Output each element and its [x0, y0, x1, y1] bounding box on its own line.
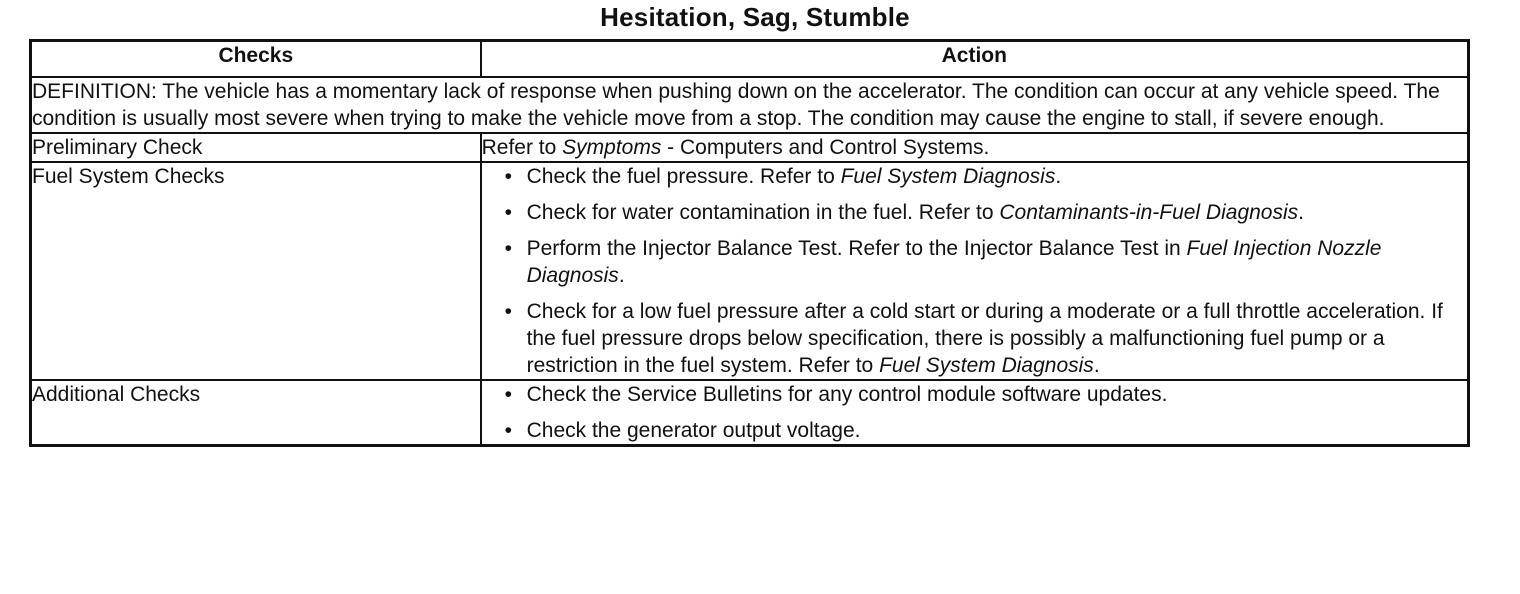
checks-column-header: Checks: [31, 41, 481, 78]
definition-row: [31, 77, 1469, 133]
bullet-icon: •: [504, 237, 512, 260]
bullet-icon: •: [504, 201, 512, 224]
action-cell: [481, 133, 1469, 162]
action-text: Check for a low fuel pressure after a cold start or during a moderate or a full throttle acceleration. If the fuel pressure drops below specification, there is possibly a malfunctioning fuel pump or a restriction in the fuel system. Refer to: [526, 300, 1443, 377]
table-row: [31, 162, 1469, 380]
action-text: Check for water contamination in the fuel. Refer to: [526, 201, 1000, 224]
reference-link-text: Fuel Injection Nozzle Diagnosis: [526, 237, 1382, 287]
bullet-icon: •: [504, 165, 512, 188]
action-list: [482, 381, 1467, 444]
table-row: [31, 380, 1469, 446]
action-list: [482, 163, 1467, 379]
action-text: Check the fuel pressure. Refer to: [526, 165, 841, 188]
action-text: Check the generator output voltage.: [526, 419, 861, 442]
list-item: [482, 235, 1467, 289]
table-row: [31, 133, 1469, 162]
reference-link-text: Fuel System Diagnosis: [879, 354, 1094, 377]
reference-link-text: Symptoms: [562, 136, 662, 159]
action-cell: [481, 162, 1469, 380]
action-text: Perform the Injector Balance Test. Refer to the Injector Balance Test in: [526, 237, 1187, 260]
bullet-icon: •: [504, 383, 512, 406]
check-name: Preliminary Check: [31, 133, 481, 162]
action-text: Refer to: [481, 136, 563, 159]
list-item: [482, 417, 1467, 444]
list-item: [482, 298, 1467, 379]
action-text: .: [1055, 165, 1062, 188]
action-column-header: Action: [481, 41, 1469, 78]
list-item: [482, 381, 1467, 408]
bullet-icon: •: [504, 300, 512, 323]
list-item: [482, 163, 1467, 190]
reference-link-text: Contaminants-in-Fuel Diagnosis: [999, 201, 1299, 224]
table-header-row: [31, 41, 1469, 78]
action-text: .: [1298, 201, 1304, 224]
action-text: - Computers and Control Systems.: [661, 136, 990, 159]
check-name: Fuel System Checks: [31, 162, 481, 380]
definition-text: DEFINITION: The vehicle has a momentary lack of response when pushing down on the accelerator. The condition can occur at any vehicle speed. The condition is usually most severe when trying to make the vehicle move from a stop. The condition may cause the engine to stall, if severe enough.: [31, 77, 1469, 133]
check-name: Additional Checks: [31, 380, 481, 446]
reference-link-text: Fuel System Diagnosis: [840, 165, 1056, 188]
action-cell: [481, 380, 1469, 446]
diagnostic-table: [29, 39, 1470, 447]
bullet-icon: •: [504, 419, 512, 442]
action-text: .: [618, 264, 625, 287]
action-text: Check the Service Bulletins for any control module software updates.: [526, 383, 1168, 406]
action-text: .: [1093, 354, 1100, 377]
document-title: Hesitation, Sag, Stumble: [600, 2, 910, 32]
list-item: [482, 199, 1467, 226]
